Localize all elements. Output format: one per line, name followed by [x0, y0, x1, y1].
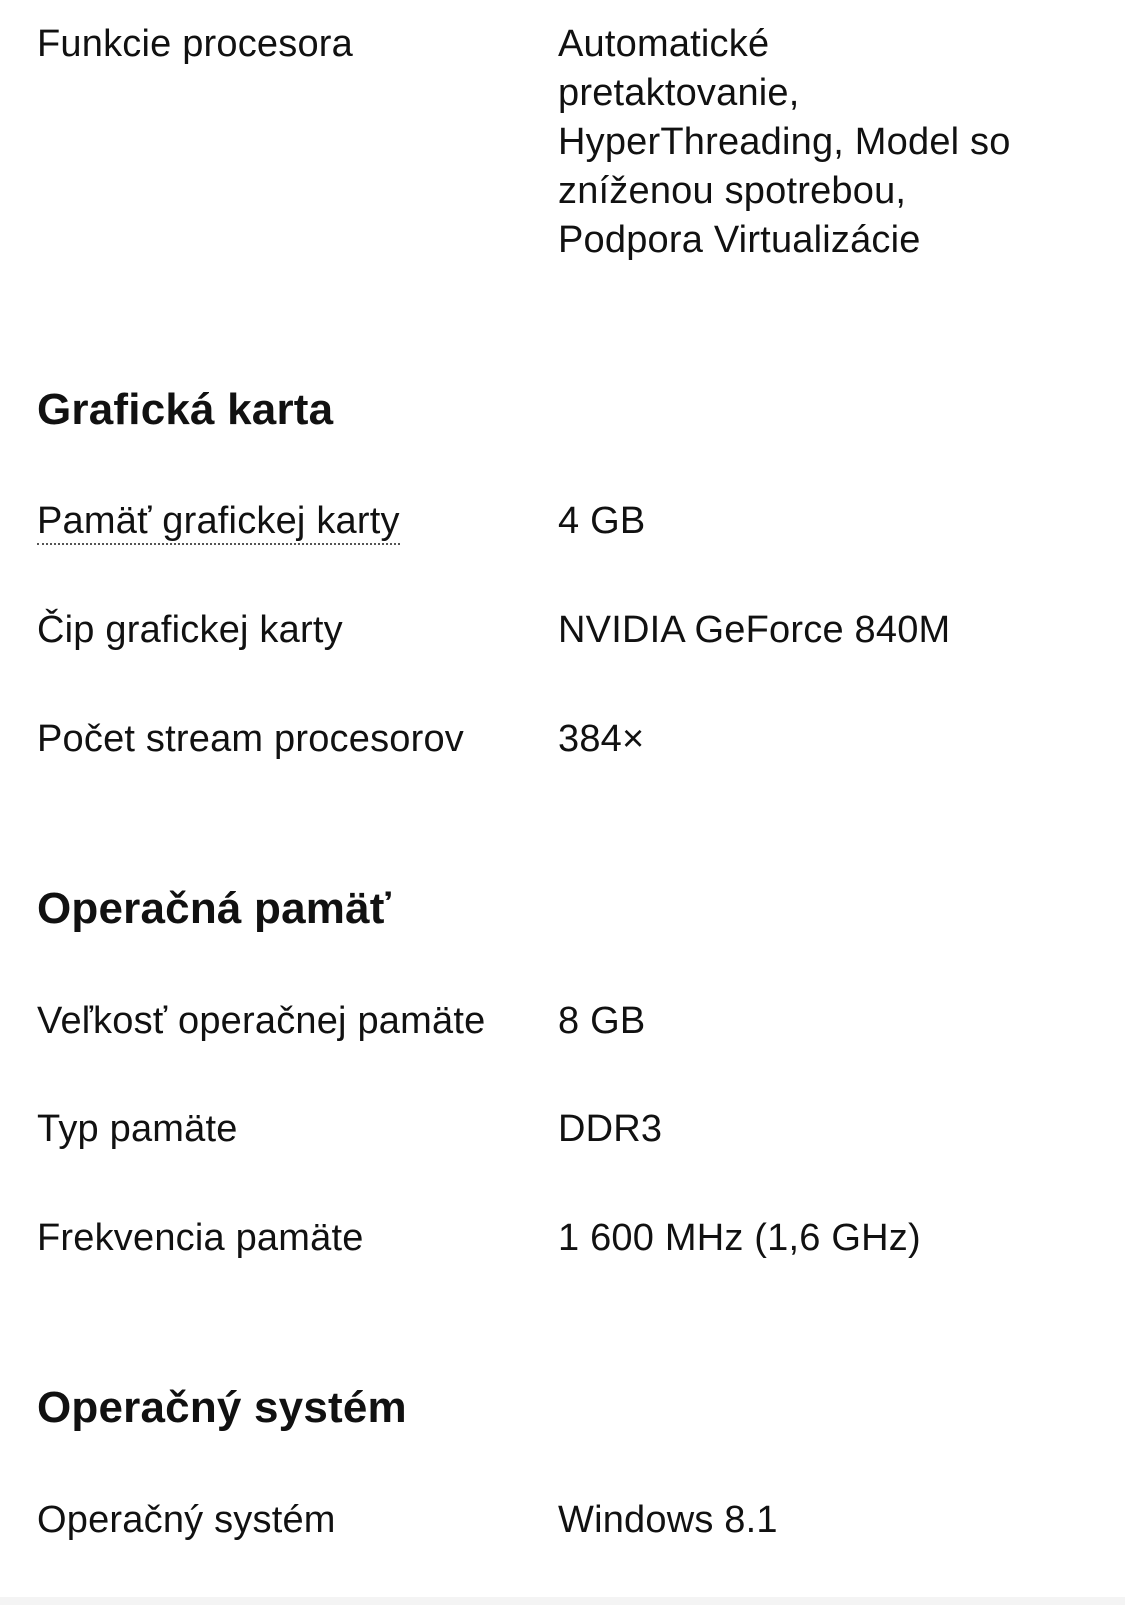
- spec-label: Veľkosť operačnej pamäte: [37, 1000, 486, 1042]
- spec-value-line: Podpora Virtualizácie: [558, 219, 921, 261]
- spec-label-text: Pamäť grafickej karty: [37, 500, 400, 545]
- spec-label: Frekvencia pamäte: [37, 1217, 364, 1259]
- spec-value-multiline: [558, 20, 1078, 265]
- section-title-os: Operačný systém: [37, 1383, 407, 1432]
- section-title-memory: Operačná pamäť: [37, 884, 392, 933]
- spec-label: Počet stream procesorov: [37, 718, 464, 760]
- spec-value-line: zníženou spotrebou,: [558, 170, 907, 212]
- bottom-edge: [0, 1597, 1125, 1605]
- spec-value: NVIDIA GeForce 840M: [558, 609, 951, 651]
- spec-value: 1 600 MHz (1,6 GHz): [558, 1217, 921, 1259]
- spec-value-line: Automatické: [558, 23, 770, 65]
- spec-value: 8 GB: [558, 1000, 646, 1042]
- spec-value-line: pretaktovanie,: [558, 72, 800, 114]
- spec-label: Operačný systém: [37, 1499, 336, 1541]
- spec-value: Windows 8.1: [558, 1499, 778, 1541]
- spec-value: 384×: [558, 718, 645, 760]
- spec-value-line: HyperThreading, Model so: [558, 121, 1011, 163]
- spec-label: Typ pamäte: [37, 1108, 238, 1150]
- section-title-graphics: Grafická karta: [37, 385, 334, 434]
- spec-label: Čip grafickej karty: [37, 609, 343, 651]
- spec-value: 4 GB: [558, 500, 646, 542]
- spec-label: Funkcie procesora: [37, 23, 353, 65]
- spec-label-tooltip-trigger[interactable]: [37, 497, 537, 546]
- spec-value: DDR3: [558, 1108, 663, 1150]
